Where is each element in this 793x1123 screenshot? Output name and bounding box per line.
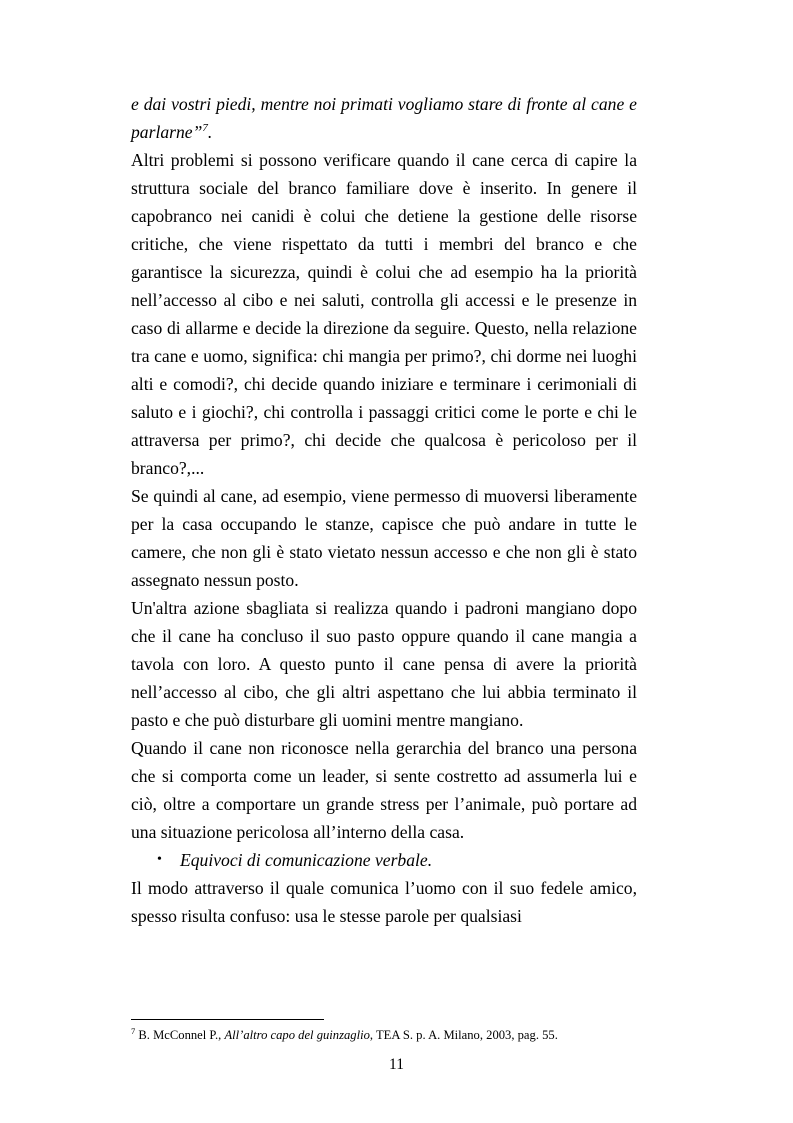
bullet-icon: • — [157, 852, 162, 867]
paragraph-2: Se quindi al cane, ad esempio, viene permesso di muoversi liberamente per la casa occupando le stanze, capisce che può andare in tutte le camere, che non gli è stato vietato nessun accesso e che non gli è stato assegnato nessun posto. — [131, 486, 637, 590]
paragraph-1: Altri problemi si possono verificare quando il cane cerca di capire la struttura sociale del branco familiare dove è inserito. In genere il capobranco nei canidi è colui che detiene la gestione delle risorse critiche, che viene rispettato da tutti i membri del branco e che garantisce la sicurezza, quindi è colui che ad esempio ha la priorità nell’accesso al cibo e nei saluti, controlla gli accessi e le presenze in caso di allarme e decide la direzione da seguire. Questo, nella relazione tra cane e uomo, significa: chi mangia per primo?, chi dorme nei luoghi alti e comodi?, chi decide quando iniziare e terminare i cerimoniali di saluto e i giochi?, chi controlla i passaggi critici come le porte e chi le attraversa per primo?, chi decide che qualcosa è pericoloso per il branco?,... — [131, 150, 637, 478]
paragraph-3: Un'altra azione sbagliata si realizza quando i padroni mangiano dopo che il cane ha concluso il suo pasto oppure quando il cane mangia a tavola con loro. A questo punto il cane pensa di avere la priorità nell’accesso al cibo, che gli altri aspettano che lui abbia terminato il pasto e che può disturbare gli uomini mentre mangiano. — [131, 598, 637, 730]
footnote — [131, 1027, 671, 1043]
bullet-text: Equivoci di comunicazione verbale. — [180, 850, 433, 870]
quote-end: . — [207, 122, 213, 142]
quote-text: e dai vostri piedi, mentre noi primati vogliamo stare di fronte al cane e parlarne” — [131, 94, 637, 142]
paragraph-5: Il modo attraverso il quale comunica l’uomo con il suo fedele amico, spesso risulta confuso: usa le stesse parole per qualsiasi — [131, 878, 637, 926]
quote-continuation — [131, 90, 637, 146]
page-number: 11 — [389, 1056, 404, 1073]
footnote-title: All’altro capo del guinzaglio — [224, 1028, 370, 1042]
footnote-reference[interactable]: 7 — [202, 122, 208, 135]
footnote-separator — [131, 1019, 324, 1020]
footnote-author: B. McConnel P., — [135, 1028, 225, 1042]
footnote-details: , TEA S. p. A. Milano, 2003, pag. 55. — [369, 1028, 558, 1042]
paragraph-4: Quando il cane non riconosce nella gerarchia del branco una persona che si comporta come un leader, si sente costretto ad assumerla lui e ciò, oltre a comportare un grande stress per l’animale, può portare ad una situazione pericolosa all’interno della casa. — [131, 738, 637, 842]
bullet-item — [131, 846, 637, 874]
footnote-mark: 7 — [131, 1025, 136, 1036]
body-text — [131, 90, 637, 930]
